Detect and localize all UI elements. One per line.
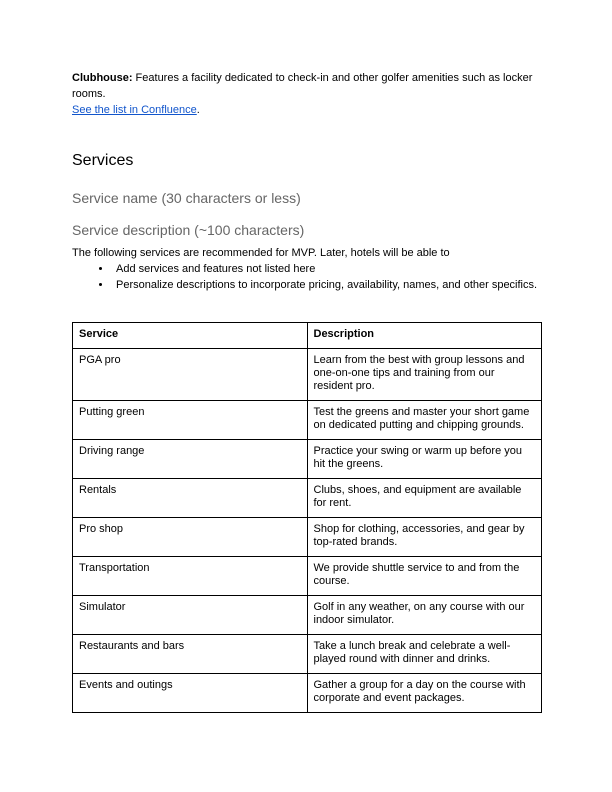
mvp-bullet-list <box>72 261 542 293</box>
table-row <box>73 440 542 479</box>
description-cell: Practice your swing or warm up before you hit the greens. <box>307 440 542 479</box>
description-cell: Test the greens and master your short game on dedicated putting and chipping grounds. <box>307 401 542 440</box>
link-suffix: . <box>196 104 200 116</box>
description-cell: Golf in any weather, on any course with our indoor simulator. <box>307 596 542 635</box>
link-paragraph <box>72 102 542 118</box>
service-column-header: Service <box>73 323 308 349</box>
table-row <box>73 349 542 401</box>
description-cell: Clubs, shoes, and equipment are available for rent. <box>307 479 542 518</box>
description-column-header: Description <box>307 323 542 349</box>
service-cell: Transportation <box>73 557 308 596</box>
service-cell: Rentals <box>73 479 308 518</box>
service-cell: Restaurants and bars <box>73 635 308 674</box>
service-cell: Simulator <box>73 596 308 635</box>
table-row <box>73 479 542 518</box>
table-row <box>73 596 542 635</box>
confluence-link[interactable]: See the list in Confluence <box>72 104 197 116</box>
table-row <box>73 401 542 440</box>
service-cell: Putting green <box>73 401 308 440</box>
description-cell: Shop for clothing, accessories, and gear by top-rated brands. <box>307 518 542 557</box>
services-heading: Services <box>72 152 134 169</box>
service-cell: PGA pro <box>73 349 308 401</box>
service-description-subheading: Service description (~100 characters) <box>72 222 305 238</box>
services-table-head <box>73 323 542 349</box>
service-cell: Events and outings <box>73 674 308 713</box>
service-cell: Pro shop <box>73 518 308 557</box>
table-row <box>73 518 542 557</box>
mvp-paragraph: The following services are recommended for MVP. Later, hotels will be able to <box>72 247 450 259</box>
clubhouse-term: Clubhouse: <box>72 72 133 84</box>
clubhouse-definition: Features a facility dedicated to check-in and other golfer amenities such as locker rooms. <box>72 72 533 100</box>
description-cell: We provide shuttle service to and from the course. <box>307 557 542 596</box>
description-cell: Gather a group for a day on the course with corporate and event packages. <box>307 674 542 713</box>
table-row <box>73 674 542 713</box>
description-cell: Take a lunch break and celebrate a well-played round with dinner and drinks. <box>307 635 542 674</box>
description-cell: Learn from the best with group lessons and one-on-one tips and training from our resident pro. <box>307 349 542 401</box>
services-table <box>72 322 542 713</box>
table-row <box>73 635 542 674</box>
list-item: • Add services and features not listed here <box>112 261 542 277</box>
list-item: • Personalize descriptions to incorporate pricing, availability, names, and other specifics. <box>112 277 542 293</box>
service-name-subheading: Service name (30 characters or less) <box>72 190 301 206</box>
service-cell: Driving range <box>73 440 308 479</box>
services-table-body <box>73 349 542 713</box>
clubhouse-paragraph <box>72 70 540 102</box>
header-row <box>73 323 542 349</box>
table-row <box>73 557 542 596</box>
